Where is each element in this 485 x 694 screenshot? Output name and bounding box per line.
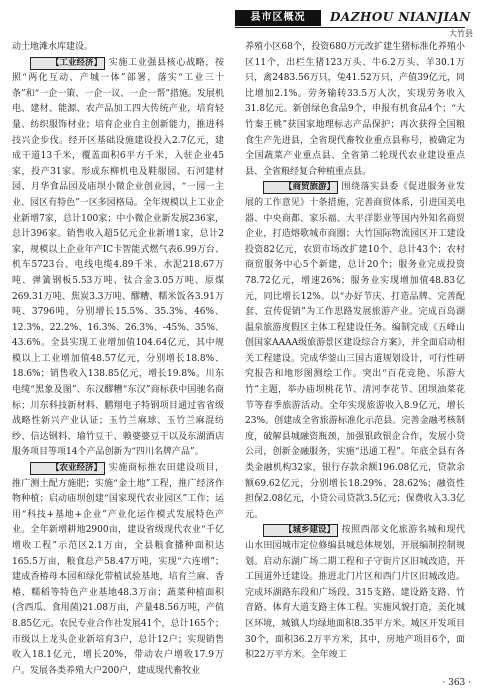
paragraph — [245, 523, 465, 663]
paragraph-text: 围绕落实县委《促进服务业发展的工作意见》十条措施，完善商贸体系，引进国美电器、中央商都、家乐福、大平洋影业等国内外知名商贸企业，打造熔歌城市商圈；大竹国际物流园区开工建设投资82亿元，农贸市场改扩建10个、总计43个；农村商贸服务中心5个新建，总计20个；服务业完成投资78.72亿元，增速26%；服务业实现增加值48.83亿元，同比增长12%。以“办好节庆、打造品牌、完善配套、宣传促销”为工作思路发展旅游产业。完成百岛湖温泉旅游度假区主体工程建设任务。编制完成《五峰山创国家AAAA级旅游景区建设综合方案》，并全面启动相关工程建设。完成华蓥山三国古道规划设计，可行性研究报告和地形图测绘工作。突出“百花竞艳、乐游大竹”主题，举办庙坝桃花节、清河李花节、团坝油菜花节等春季旅游活动。全年实现旅游收入8.9亿元，增长23%。创建成全省旅游标准化示范县。完善金融考核制度，破解县城融资瓶颈，加强银政银企合作，发展小贷公司，创新金融服务，实施“迅通工程”。年底全县有各类金融机构32家，银行存款余额196.08亿元，贷款余额69.62亿元，分别增长18.29%、28.62%；融资性担保2.08亿元，小贷公司贷款3.5亿元；保费收入3.3亿元。 — [245, 182, 465, 520]
section-heading: 【农业经济】 — [30, 462, 105, 475]
paragraph-text: 养殖小区68个，投资680万元改扩建生猪标准化养殖小区11个，出栏生猪123万头、牛6.2万头、羊30.1万只，禽2483.56万只，兔41.52万只，产值39亿元，同比增加2.1%。劳务输转33.5万人次，实现劳务收入31.8亿元。新创绿色食品9个，申报有机食品4个；“大竹秦王桃”获国家地理标志产品保护；再次获得全国粮食生产先进县，全省现代畜牧业重点县称号，被确定为全国蔬菜产业重点县、全省第二轮现代农业建设重点县、全省粮经复合种植重点县。 — [245, 42, 465, 177]
page-header — [0, 0, 485, 38]
region-label: 大竹县 — [449, 29, 473, 38]
paragraph — [12, 461, 224, 675]
right-column — [245, 40, 465, 675]
paragraph — [245, 40, 465, 180]
paragraph — [12, 40, 224, 56]
paragraph — [12, 56, 224, 461]
paragraph-text: 实施商标推农田建设项目，推广测土配方施肥；实施“金土地”工程，推广经济作物种植；启动庙坝创建“国家现代农业园区”工作；运用“科技+基地+企业”产业化运作模式发展特色产业。全年新增耕地2900亩，建设省级现代农业“千亿增收工程”示范区2.1万亩，全县粮食播种面积达165.5万亩，粮食总产58.47万吨，实现“六连增”；建成香椿母本园和绿化带植试验基地，培育兰麻、香椿、糯稻等特色产业基地48.3万亩；蔬菜种植面积(含西瓜、食用菌)21.08万亩，产量48.56万吨，产值8.85亿元。农民专业合作社发展41个，总计165个；市级以上龙头企业新培育3户，总计12户；实现销售收入18.1亿元，增长20%，带动农户增收17.9万户。发展各类养殖大户200户，建成现代畜牧业 — [12, 463, 224, 675]
section-label: 县市区概况 — [235, 10, 321, 26]
section-heading: 【商贸旅游】 — [263, 181, 338, 194]
paragraph-text: 动土地滩水库建设。 — [12, 42, 94, 52]
left-column — [12, 40, 224, 675]
section-heading: 【城乡建设】 — [263, 524, 338, 537]
paragraph-text: 按照西部文化旅游名城和现代山水田园城市定位修编县城总体规划，开展编制控制规划。启动东湖广场二期工程和子守街片区旧城改造，开工国道外迁建设。推进北门片区和西门片区旧城改造。完成环湖路东段和广场段、315支路、建设路支路、竹音路、体育大道支路主体工程。实施风貌打造，美化城区环境，城镇人均绿地面积8.35平方米。城区开发项目30个，面积36.2万平方米，其中，房地产项目6个，面积22万平方米。全年竣工 — [245, 525, 465, 661]
page-number: · 363 · — [442, 678, 471, 688]
paragraph-text: 实施工业强县核心战略，按照“两化互动、产城一体”部署，落实“工业三十条”和“一企一策、一企一议、一企一帮”措施。发展机电、建材、能源、农产品加工四大传统产业，培育轻量、纺织服饰材业；培育企业自主创新能力，推进科技兴企步伐。经开区基础设施建设投入2.7亿元，建成干道13千米，覆盖面积6平方千米，入驻企业45家，投产31家。形成东柳机电及鞋服园、石河建材园、月华食品园及庙坝小微企业创业园，“一园一主业、园区有特色”一区多园格局。全年规模以上工业企业新增7家，总计100家；中小微企业新发展236家，总计396家。销售收入超5亿元企业新增1家，总计2家，规模以上企业年产IC卡智能式燃气表6.99万台、机车5723台、电线电缆4.89千米、水泥218.67万吨、弹簧钢板5.53万吨、钛合金3.05万吨、原煤269.31万吨、焦炭3.3万吨、醪糟、糯米饭各3.91万吨、3796吨，分别增长15.5%、35.3%、46%、12.3%、22.2%、16.3%、26.3%、-45%、35%、43.6%。全县实现工业增加值104.64亿元，其中规模以上工业增加值48.57亿元，分别增长18.8%、18.6%；销售收入138.85亿元，增长19.8%。川东电缆“黑象及图”、东汉醪糟“东汉”商标获中国驰名商标；川东科技新材料、鹏翔电子特钢项目通过省省级战略性新兴产业认证；玉竹兰麻球、玉竹兰麻混纺纱、信达钢料、瑜竹豆干、赖婆婆豆干以及东湖酒店服务项目等项14个产品创新为“四川名牌产品”。 — [12, 57, 224, 458]
section-heading: 【工业经济】 — [30, 57, 105, 70]
yearbook-title: DAZHOU NIANJIAN — [330, 10, 471, 24]
header-rule — [235, 27, 465, 28]
paragraph — [245, 180, 465, 523]
